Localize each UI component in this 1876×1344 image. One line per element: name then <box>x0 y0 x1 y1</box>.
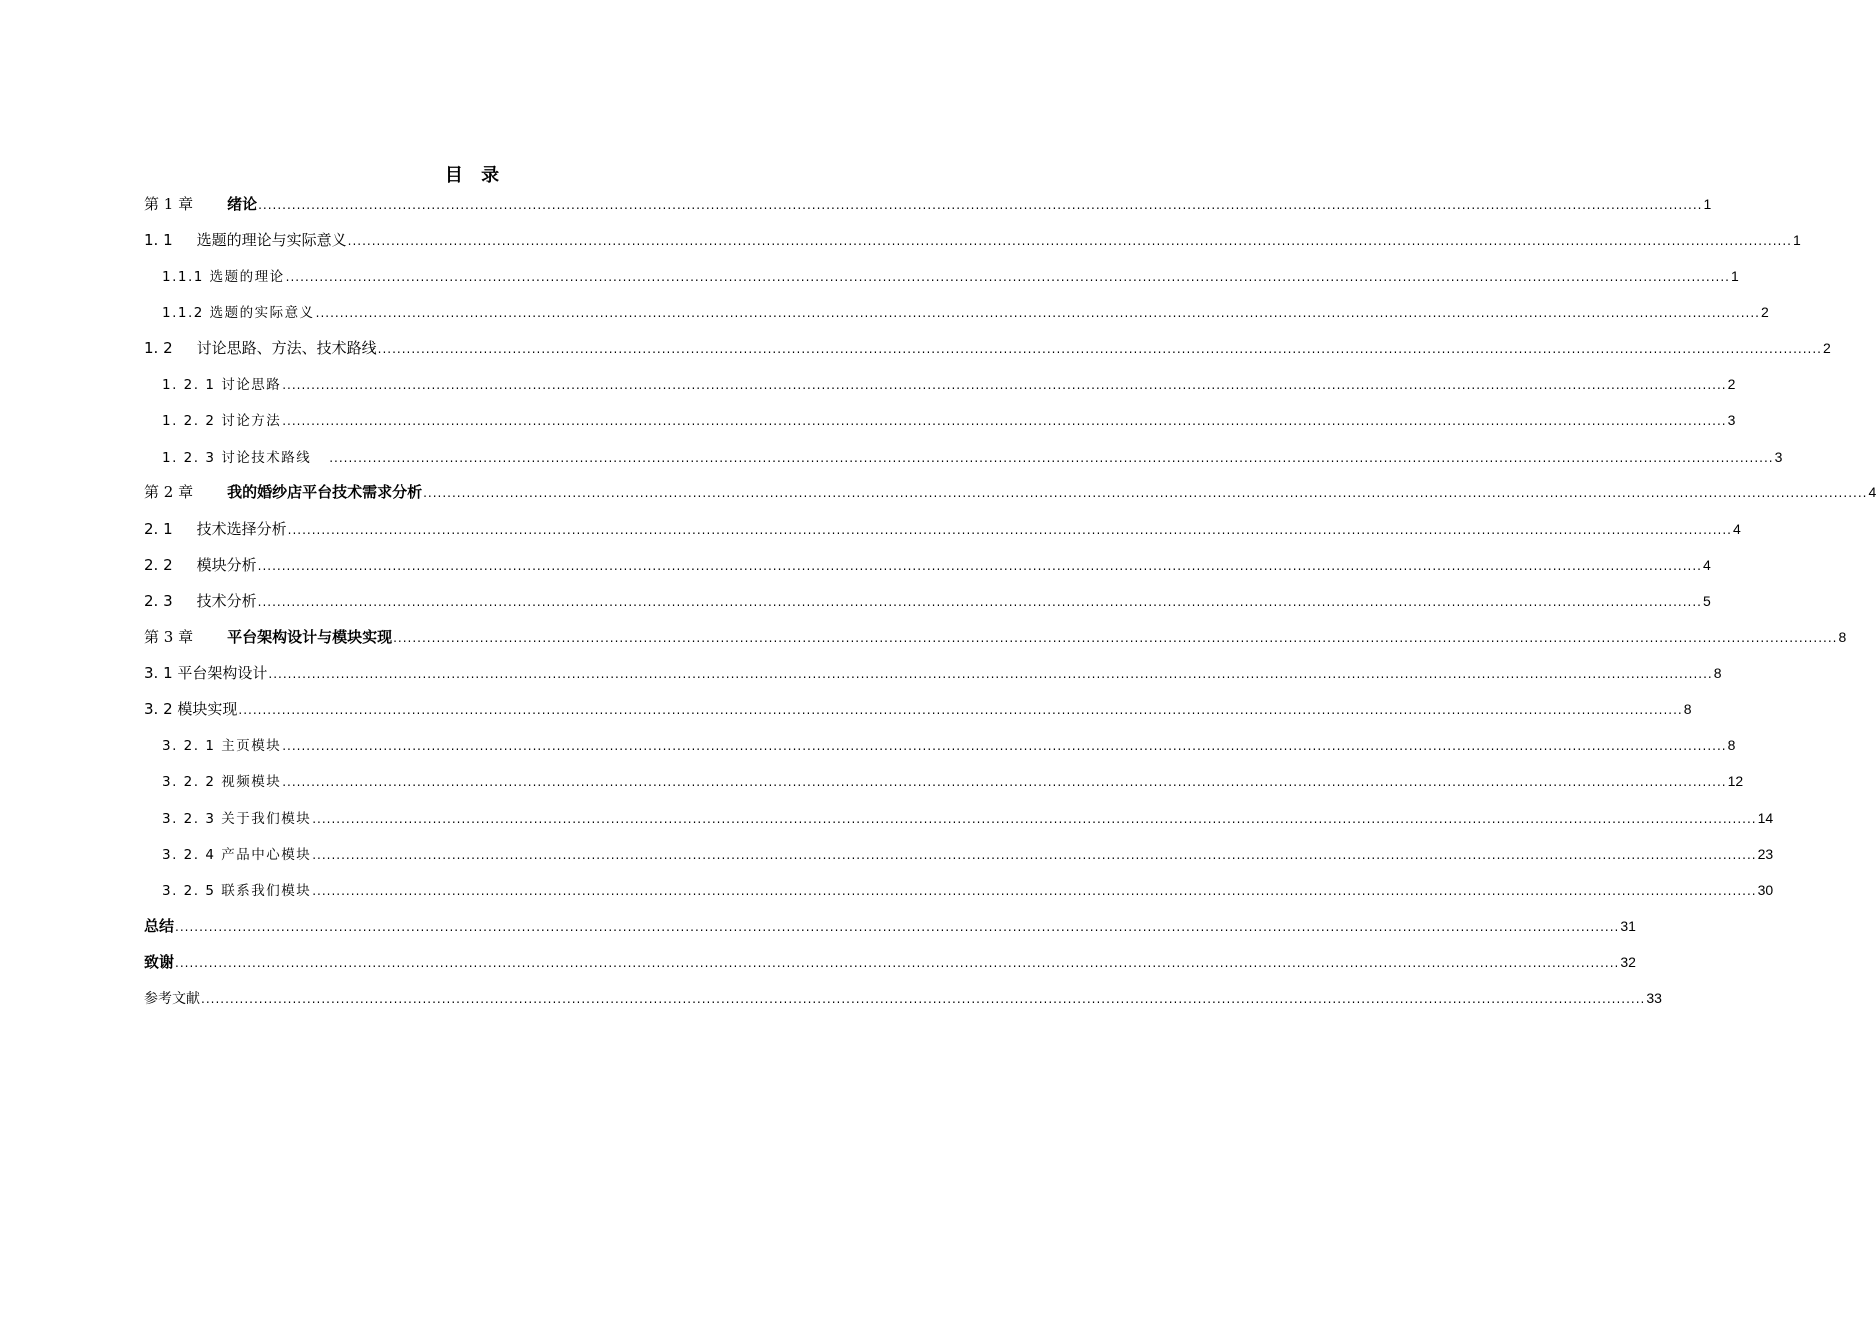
toc-entry[interactable] <box>144 228 1801 252</box>
dot-leader: ............................................................................................................................................................................................................................................................................................................ <box>282 414 1727 428</box>
toc-entry-label: 3. 2. 4 产品中心模块 <box>162 847 312 863</box>
toc-entry-page: 33 <box>1646 990 1662 1006</box>
toc-entry-number: 第 2 章 <box>144 483 194 501</box>
toc-entry-label: 我的婚纱店平台技术需求分析 <box>227 483 423 501</box>
toc-entry-label: 3. 2. 3 关于我们模块 <box>162 811 312 827</box>
dot-leader: ............................................................................................................................................................................................................................................................................................................ <box>315 306 1760 320</box>
toc-entry[interactable] <box>144 336 1831 360</box>
toc-entry-page: 2 <box>1822 340 1831 356</box>
toc-entry[interactable] <box>144 697 1692 721</box>
toc-entry[interactable] <box>162 733 1736 757</box>
toc-entry[interactable] <box>162 408 1736 432</box>
toc-entry-page: 8 <box>1838 629 1847 645</box>
toc-entry[interactable] <box>162 769 1744 793</box>
toc-entry-page: 5 <box>1702 593 1711 609</box>
toc-entry[interactable] <box>162 806 1774 830</box>
toc-entry-label: 1.1.1 选题的理论 <box>162 269 285 285</box>
toc-entry[interactable] <box>144 950 1636 974</box>
toc-entry[interactable] <box>144 914 1636 938</box>
toc-entry-number: 2. 3 <box>144 592 173 610</box>
dot-leader: ............................................................................................................................................................................................................................................................................................................ <box>329 451 1774 465</box>
dot-leader: ............................................................................................................................................................................................................................................................................................................ <box>347 234 1792 248</box>
toc-entry-label: 1. 2. 2 讨论方法 <box>162 413 282 429</box>
toc-entry-page: 32 <box>1620 954 1636 970</box>
toc-entry-number: 2. 1 <box>144 520 173 538</box>
toc-entry-page: 1 <box>1792 232 1801 248</box>
toc-entry-number: 第 3 章 <box>144 628 194 646</box>
dot-leader: ............................................................................................................................................................................................................................................................................................................ <box>257 595 1702 609</box>
dot-leader: ............................................................................................................................................................................................................................................................................................................ <box>201 992 1646 1006</box>
toc-entry[interactable] <box>162 878 1774 902</box>
toc-entry-label: 1.1.2 选题的实际意义 <box>162 305 315 321</box>
dot-leader: ............................................................................................................................................................................................................................................................................................................ <box>287 523 1732 537</box>
toc-entry-page: 4 <box>1732 521 1741 537</box>
toc-entry-label: 3. 2 模块实现 <box>144 700 238 718</box>
dot-leader: ............................................................................................................................................................................................................................................................................................................ <box>258 198 1703 212</box>
toc-entry-page: 12 <box>1727 773 1744 789</box>
toc-entry-label: 绪论 <box>227 195 258 213</box>
toc-entry-page: 8 <box>1713 665 1722 681</box>
toc-entry-page: 1 <box>1703 196 1712 212</box>
toc-entry-label: 1. 2. 3 讨论技术路线 <box>162 450 312 466</box>
toc-entry-label: 技术分析 <box>196 592 257 610</box>
toc-entry-page: 3 <box>1774 449 1783 465</box>
dot-leader: ............................................................................................................................................................................................................................................................................................................ <box>238 703 1683 717</box>
toc-entry-label: 参考文献 <box>144 991 200 1007</box>
dot-leader: ............................................................................................................................................................................................................................................................................................................ <box>312 812 1757 826</box>
toc-entry-page: 8 <box>1727 737 1736 753</box>
toc-entry[interactable] <box>162 842 1774 866</box>
toc-entry-number: 1. 1 <box>144 231 173 249</box>
toc-entry-page: 4 <box>1868 484 1876 500</box>
toc-entry-page: 2 <box>1761 304 1769 320</box>
toc-entry-page: 8 <box>1683 701 1692 717</box>
dot-leader: ............................................................................................................................................................................................................................................................................................................ <box>282 378 1727 392</box>
toc-title: 目 录 <box>444 165 506 186</box>
toc-entry-label: 1. 2. 1 讨论思路 <box>162 377 282 393</box>
toc-entry[interactable] <box>162 372 1736 396</box>
toc-entry[interactable] <box>162 264 1739 288</box>
toc-entry-label: 技术选择分析 <box>196 520 287 538</box>
dot-leader: ............................................................................................................................................................................................................................................................................................................ <box>312 884 1757 898</box>
dot-leader: ............................................................................................................................................................................................................................................................................................................ <box>175 920 1620 934</box>
toc-entry-page: 1 <box>1731 268 1739 284</box>
toc-entry-label: 3. 1 平台架构设计 <box>144 664 268 682</box>
toc-entry[interactable] <box>162 300 1769 324</box>
dot-leader: ............................................................................................................................................................................................................................................................................................................ <box>285 270 1730 284</box>
toc-entry-page: 2 <box>1727 376 1736 392</box>
toc-entry-label: 致谢 <box>144 953 175 971</box>
dot-leader: ............................................................................................................................................................................................................................................................................................................ <box>282 739 1727 753</box>
toc-entry[interactable] <box>144 553 1711 577</box>
dot-leader: ............................................................................................................................................................................................................................................................................................................ <box>175 956 1620 970</box>
dot-leader: ............................................................................................................................................................................................................................................................................................................ <box>423 486 1868 500</box>
toc-entry-page: 31 <box>1620 918 1636 934</box>
toc-entry[interactable] <box>144 589 1711 613</box>
toc-entry[interactable] <box>144 192 1712 216</box>
toc-entry-page: 30 <box>1757 882 1774 898</box>
toc-entry[interactable] <box>144 986 1662 1010</box>
toc-entry[interactable] <box>144 517 1741 541</box>
dot-leader: ............................................................................................................................................................................................................................................................................................................ <box>393 631 1838 645</box>
dot-leader: ............................................................................................................................................................................................................................................................................................................ <box>377 342 1822 356</box>
toc-entry-label: 讨论思路、方法、技术路线 <box>196 339 377 357</box>
toc-entry-label: 平台架构设计与模块实现 <box>227 628 393 646</box>
toc-entry[interactable] <box>144 480 1876 504</box>
dot-leader: ............................................................................................................................................................................................................................................................................................................ <box>312 848 1757 862</box>
toc-entry[interactable] <box>144 625 1847 649</box>
toc-entry-label: 模块分析 <box>196 556 257 574</box>
toc-entry-page: 14 <box>1757 810 1774 826</box>
toc-entry-label: 3. 2. 1 主页模块 <box>162 738 282 754</box>
toc-entry-label: 总结 <box>144 917 175 935</box>
toc-entry-page: 23 <box>1757 846 1774 862</box>
toc-entry-label: 选题的理论与实际意义 <box>196 231 347 249</box>
toc-entry-number: 2. 2 <box>144 556 173 574</box>
dot-leader: ............................................................................................................................................................................................................................................................................................................ <box>282 775 1727 789</box>
toc-entry-number: 1. 2 <box>144 339 173 357</box>
toc-entry-number: 第 1 章 <box>144 195 194 213</box>
toc-entry-label: 3. 2. 5 联系我们模块 <box>162 883 312 899</box>
toc-entry[interactable] <box>144 661 1722 685</box>
toc-entry-page: 4 <box>1702 557 1711 573</box>
toc-entry-page: 3 <box>1727 412 1736 428</box>
toc-entry-label: 3. 2. 2 视频模块 <box>162 774 282 790</box>
dot-leader: ............................................................................................................................................................................................................................................................................................................ <box>257 559 1702 573</box>
toc-entry[interactable] <box>162 445 1783 469</box>
dot-leader: ............................................................................................................................................................................................................................................................................................................ <box>268 667 1713 681</box>
